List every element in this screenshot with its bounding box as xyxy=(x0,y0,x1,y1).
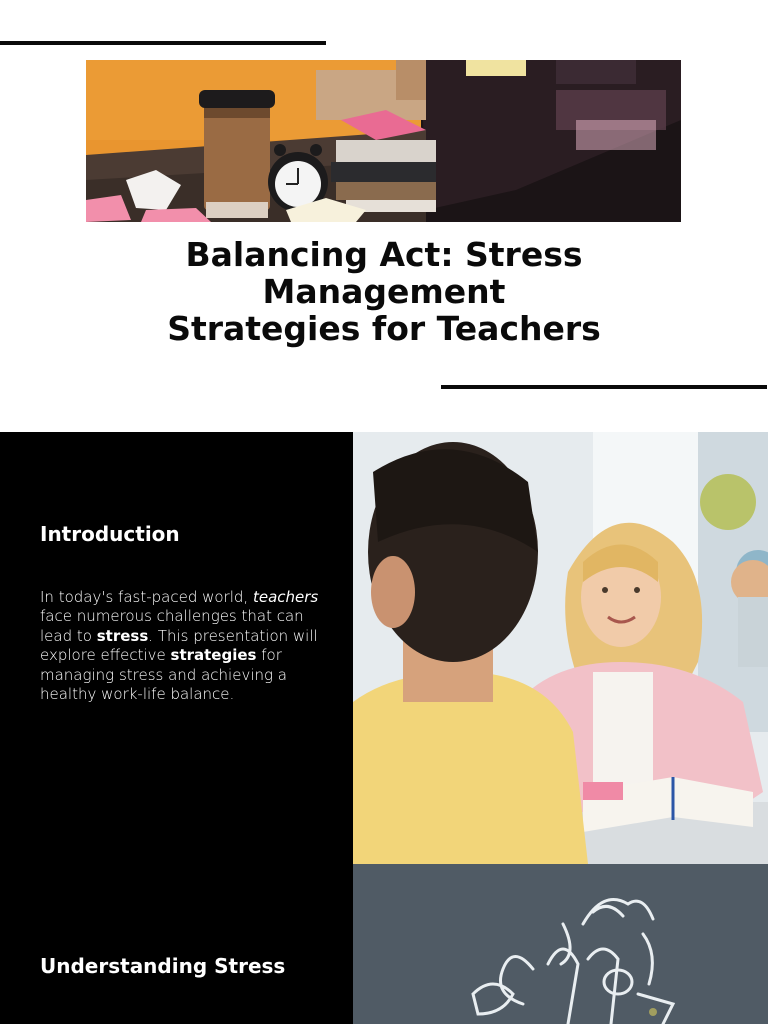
understanding-stress-heading: Understanding Stress xyxy=(40,954,286,978)
title-line-3: Strategies for Teachers xyxy=(167,309,601,348)
intro-strong-strategies: strategies xyxy=(170,646,257,665)
chalkboard-photo xyxy=(353,864,768,1024)
intro-text-part: face numerous challenges that can lead to xyxy=(40,607,304,645)
intro-text-part: . This presentation will explore effective xyxy=(40,626,318,665)
content-panel xyxy=(0,432,353,1024)
introduction-heading: Introduction xyxy=(40,522,180,546)
intro-text-part: In today's fast-paced world, xyxy=(40,588,253,606)
page-title xyxy=(100,236,668,347)
intro-strong-stress: stress xyxy=(96,626,149,645)
hero-image-desk xyxy=(86,60,681,222)
classroom-photo xyxy=(353,432,768,864)
intro-emphasis-teachers: teachers xyxy=(252,588,319,606)
intro-text-part: for managing stress and achieving a healthy work-life balance. xyxy=(40,646,287,704)
middle-decorative-rule xyxy=(441,385,767,389)
title-line-2: Management xyxy=(262,272,506,311)
title-line-1: Balancing Act: Stress xyxy=(185,235,583,274)
introduction-paragraph xyxy=(40,588,320,704)
top-decorative-rule xyxy=(0,41,326,45)
